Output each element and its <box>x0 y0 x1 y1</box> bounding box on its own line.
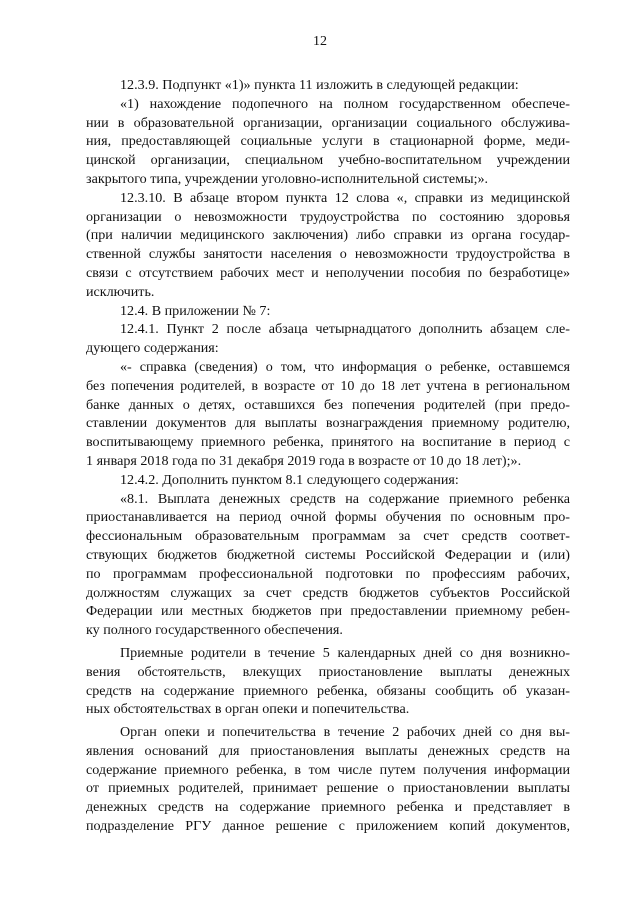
text-line: явления оснований для приостановления выплаты денежных средств на <box>86 742 570 759</box>
text-line: «- справка (сведения) о том, что информация о ребенке, оставшемся <box>120 358 570 375</box>
document-body <box>86 76 570 836</box>
text-line: исключить. <box>86 283 155 300</box>
text-line: организации о невозможности трудоустройства по состоянию здоровья <box>86 208 570 225</box>
text-line: дующего содержания: <box>86 340 219 357</box>
text-line: ных обстоятельствах в орган опеки и попечительства. <box>86 701 410 718</box>
text-line: Приемные родители в течение 5 календарных дней со дня возникно- <box>120 644 570 661</box>
text-line: фессиональным образовательным программам за счет средств соответ- <box>86 528 570 545</box>
text-line: ственной службы занятости населения о невозможности трудоустройства в <box>86 246 570 263</box>
text-line: подразделение РГУ данное решение с приложением копий документов, <box>86 818 570 835</box>
text-line: ния, предоставляющей социальные услуги в стационарной форме, меди- <box>86 133 570 150</box>
text-line: (при наличии медицинского заключения) либо справки из органа государ- <box>86 227 570 244</box>
text-line: по программам профессиональной подготовки по профессиям рабочих, <box>86 565 570 582</box>
text-line: 12.3.9. Подпункт «1)» пункта 11 изложить в следующей редакции: <box>120 77 519 93</box>
text-line: воспитывающему приемного ребенка, принятого на воспитание в период с <box>86 434 570 451</box>
text-line: ставлении документов для выплаты вознаграждения приемному родителю, <box>86 415 570 432</box>
text-line: Орган опеки и попечительства в течение 2 рабочих дней со дня вы- <box>120 724 570 741</box>
text-line: связи с отсутствием рабочих мест и неполучении пособия по безработице» <box>86 264 570 281</box>
text-line: от приемных родителей, принимает решение о приостановлении выплаты <box>86 780 570 797</box>
text-line: содержание приемного ребенка, в том числе путем получения информации <box>86 761 570 778</box>
page-number: 12 <box>313 34 327 49</box>
text-line: ствующих бюджетов бюджетной системы Российской Федерации и (или) <box>86 546 570 563</box>
text-line: вения обстоятельств, влекущих приостановление выплаты денежных <box>86 663 570 680</box>
text-line: приостанавливается на период очной формы обучения по основным про- <box>86 509 570 526</box>
text-line: банке данных о детях, оставшихся без попечения родителей (при предо- <box>86 396 570 413</box>
text-line: 12.4.2. Дополнить пунктом 8.1 следующего содержания: <box>120 471 459 488</box>
text-line: без попечения родителей, в возрасте от 10 до 18 лет учтена в региональном <box>86 377 570 394</box>
text-line: денежных средств на содержание приемного ребенка и представляет в <box>86 799 570 816</box>
text-line: закрытого типа, учреждении уголовно-исполнительной системы;». <box>86 170 489 187</box>
text-line: 12.3.10. В абзаце втором пункта 12 слова «, справки из медицинской <box>120 189 570 206</box>
text-line: 12.4. В приложении № 7: <box>120 302 271 319</box>
text-line: 1 января 2018 года по 31 декабря 2019 года в возрасте от 10 до 18 лет);». <box>86 452 522 469</box>
text-line: «8.1. Выплата денежных средств на содержание приемного ребенка <box>120 490 570 507</box>
text-line: нии в образовательной организации, организации социального обслужива- <box>86 114 570 131</box>
text-line: цинской организации, специальном учебно-воспитательном учреждении <box>86 152 570 169</box>
text-line: ку полного государственного обеспечения. <box>86 622 343 639</box>
text-line: должностям служащих за счет средств бюджетов субъектов Российской <box>86 584 570 601</box>
text-line: 12.4.1. Пункт 2 после абзаца четырнадцатого дополнить абзацем сле- <box>120 321 570 338</box>
text-line: Федерации или местных бюджетов при предоставлении приемному ребен- <box>86 603 570 620</box>
text-line: «1) нахождение подопечного на полном государственном обеспече- <box>120 95 570 112</box>
text-line: средств на содержание приемного ребенка, обязаны сообщить об указан- <box>86 682 570 699</box>
